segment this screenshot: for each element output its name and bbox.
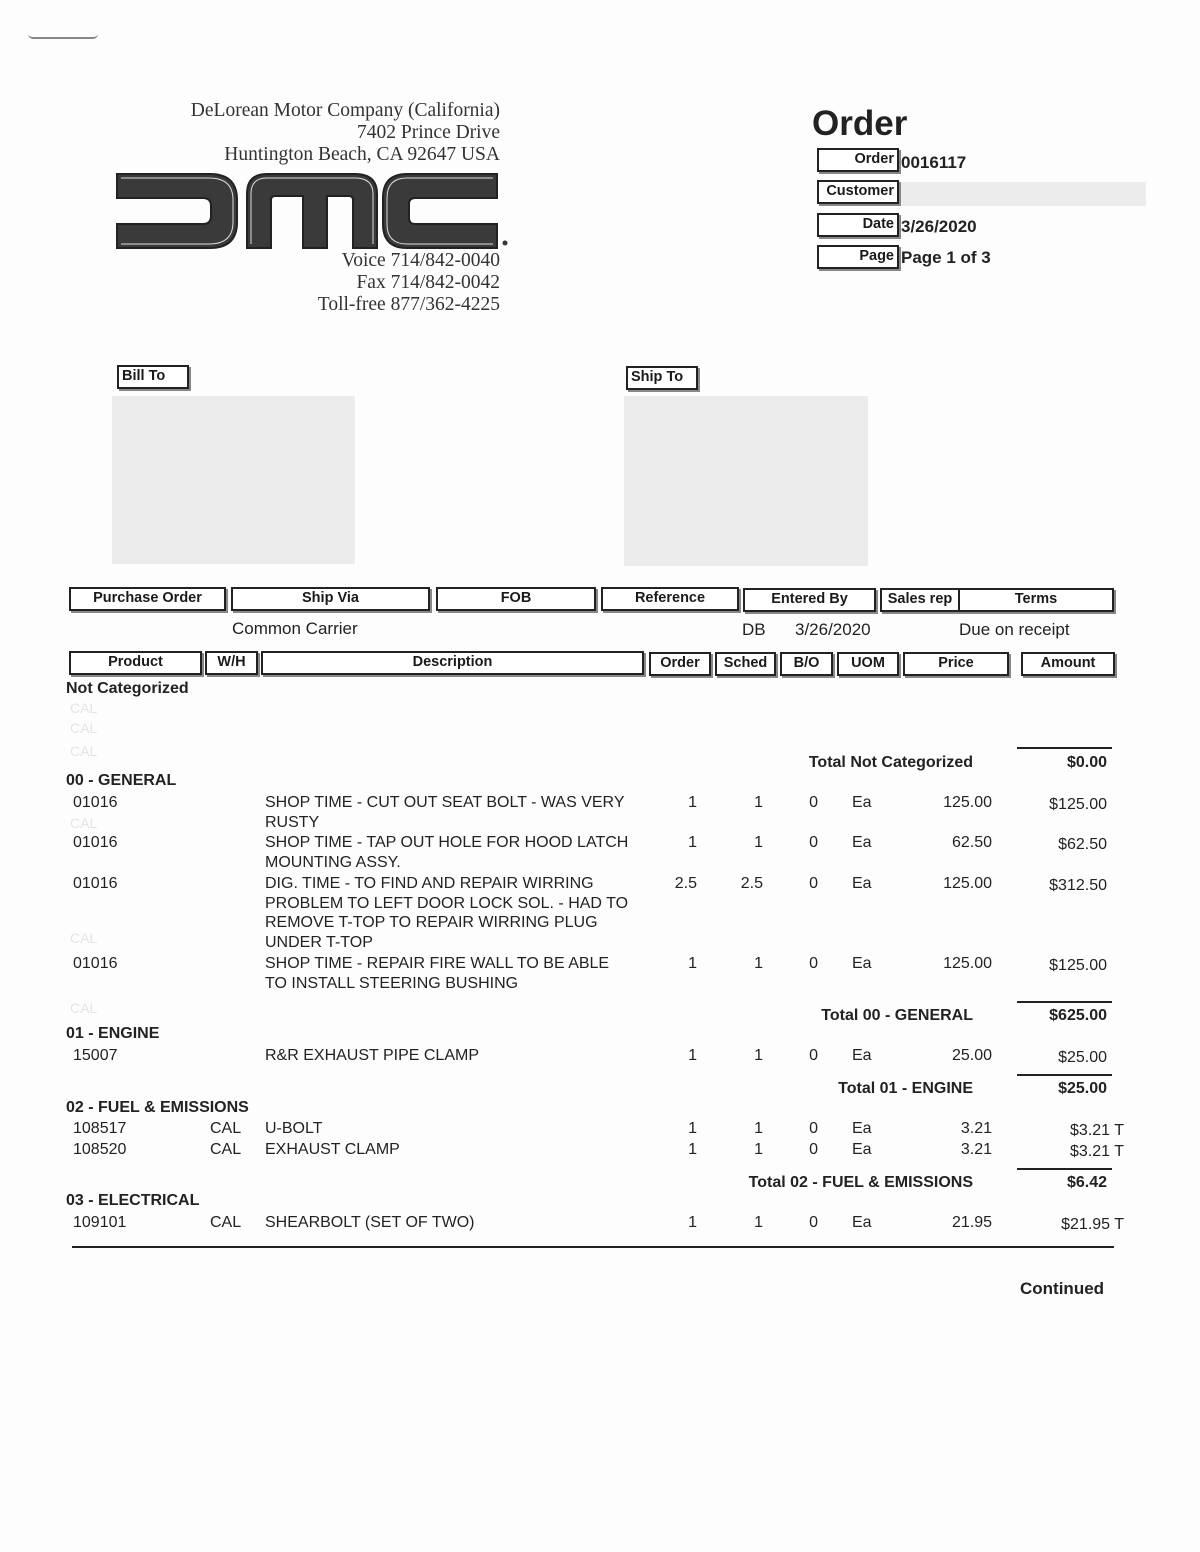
section-title: 02 - FUEL & EMISSIONS [66,1099,249,1116]
document-title: Order [812,104,908,143]
section-total-label: Total 01 - ENGINE [838,1080,973,1097]
entered-by-value: DB [742,620,766,639]
item-description: SHOP TIME - REPAIR FIRE WALL TO BE ABLE TO INSTALL STEERING BUSHING [265,955,610,992]
section-total: $625.00 [1049,1007,1107,1024]
line-amount: $125.00 [1049,957,1107,974]
tollfree-number: Toll-free 877/362-4225 [317,294,500,315]
bill-to-label: Bill To [117,365,189,389]
qty-sched: 2.5 [740,875,763,892]
qty-sched: 1 [754,955,763,972]
qty-order: 1 [688,1214,697,1231]
unit-price: 62.50 [951,834,992,851]
unit-price: 125.00 [943,794,992,811]
col-description: Description [261,651,644,675]
customer-label: Customer [817,180,899,204]
qty-sched: 1 [754,834,763,851]
qty-order: 1 [688,1120,697,1137]
qty-order: 1 [688,955,697,972]
product-code: 15007 [73,1047,118,1064]
section-total: $6.42 [1066,1174,1107,1191]
fax-number: Fax 714/842-0042 [356,272,500,293]
section-title: 00 - GENERAL [66,772,177,789]
company-street: 7402 Prince Drive [357,122,500,143]
warehouse: CAL [210,1120,242,1137]
ship-via-value: Common Carrier [232,619,358,638]
qty-sched: 1 [754,1120,763,1137]
product-code: 01016 [73,794,118,811]
uom: Ea [852,1120,872,1137]
order-date: 3/26/2020 [901,217,977,236]
page-indicator: Page 1 of 3 [901,248,991,267]
product-code: 108517 [73,1120,127,1137]
qty-sched: 1 [754,1047,763,1064]
date-label: Date [817,213,899,237]
entered-date-value: 3/26/2020 [795,620,871,639]
terms-value: Due on receipt [959,620,1070,639]
total-rule [1017,747,1112,749]
qty-backorder: 0 [809,1047,818,1064]
qty-backorder: 0 [809,834,818,851]
terms-header: Terms [958,588,1114,612]
col-price: Price [903,652,1009,676]
col-product: Product [69,651,202,675]
page-bottom-rule [72,1246,1114,1248]
bleed-through: CAL [70,700,98,716]
unit-price: 3.21 [960,1141,992,1158]
qty-order: 2.5 [674,875,697,892]
uom: Ea [852,1214,872,1231]
item-description: SHOP TIME - TAP OUT HOLE FOR HOOD LATCH MOUNTING ASSY. [265,834,629,871]
total-rule [1017,1168,1112,1170]
section-total-label: Total 02 - FUEL & EMISSIONS [748,1174,973,1191]
uom: Ea [852,875,872,892]
company-contacts [180,250,500,316]
page-label: Page [817,245,899,269]
fob-header: FOB [436,587,596,611]
total-rule [1017,1074,1112,1076]
col-sched: Sched [715,652,776,676]
company-name: DeLorean Motor Company (California) [190,100,500,121]
qty-backorder: 0 [809,1141,818,1158]
uom: Ea [852,834,872,851]
col-warehouse: W/H [205,651,258,675]
total-rule [1017,1001,1112,1003]
continued-label: Continued [1020,1279,1105,1298]
qty-backorder: 0 [809,875,818,892]
section-title: Not Categorized [66,680,189,697]
uom: Ea [852,794,872,811]
qty-sched: 1 [754,1141,763,1158]
unit-price: 21.95 [951,1214,992,1231]
bleed-through: CAL [70,815,98,831]
product-code: 01016 [73,875,118,892]
uom: Ea [852,955,872,972]
product-code: 108520 [73,1141,127,1158]
product-code: 01016 [73,955,118,972]
unit-price: 25.00 [951,1047,992,1064]
qty-order: 1 [688,794,697,811]
qty-order: 1 [688,1047,697,1064]
qty-order: 1 [688,1141,697,1158]
item-description: SHOP TIME - CUT OUT SEAT BOLT - WAS VERY RUSTY [265,794,625,831]
col-backorder: B/O [780,652,833,676]
voice-number: Voice 714/842-0040 [341,250,500,271]
section-total: $25.00 [1058,1080,1107,1097]
warehouse: CAL [210,1141,242,1158]
item-description: SHEARBOLT (SET OF TWO) [265,1214,475,1231]
section-total-label: Total 00 - GENERAL [821,1007,973,1024]
section-total: $0.00 [1066,754,1107,771]
qty-backorder: 0 [809,794,818,811]
uom: Ea [852,1047,872,1064]
ship-via-header: Ship Via [231,587,430,611]
line-amount: $62.50 [1058,836,1107,853]
bleed-through: CAL [70,720,98,736]
order-label: Order [817,148,899,172]
unit-price: 125.00 [943,875,992,892]
section-total-label: Total Not Categorized [808,754,973,771]
bleed-through: CAL [70,930,98,946]
line-amount: $125.00 [1049,796,1107,813]
line-amount: $21.95 T [1061,1216,1124,1233]
dmc-logo [115,172,510,250]
item-description: R&R EXHAUST PIPE CLAMP [265,1047,479,1064]
line-amount: $312.50 [1049,877,1107,894]
product-code: 109101 [73,1214,127,1231]
item-description: EXHAUST CLAMP [265,1141,400,1158]
sales-rep-header: Sales rep [880,588,960,612]
reference-header: Reference [601,587,739,611]
unit-price: 3.21 [960,1120,992,1137]
company-city: Huntington Beach, CA 92647 USA [224,144,500,165]
item-description: U-BOLT [265,1120,323,1137]
line-amount: $3.21 T [1070,1143,1124,1160]
qty-backorder: 0 [809,955,818,972]
uom: Ea [852,1141,872,1158]
line-amount: $3.21 T [1070,1122,1124,1139]
col-amount: Amount [1021,652,1115,676]
ship-to-label: Ship To [626,366,698,390]
qty-backorder: 0 [809,1214,818,1231]
section-title: 03 - ELECTRICAL [66,1192,200,1209]
bleed-through: CAL [70,743,98,759]
company-address [100,100,500,166]
entered-by-header: Entered By [743,588,876,612]
po-header: Purchase Order [69,587,226,611]
qty-sched: 1 [754,794,763,811]
section-title: 01 - ENGINE [66,1025,160,1042]
line-amount: $25.00 [1058,1049,1107,1066]
qty-order: 1 [688,834,697,851]
item-description: DIG. TIME - TO FIND AND REPAIR WIRRING PROBLEM TO LEFT DOOR LOCK SOL. - HAD TO REMOVE T-TOP TO REPAIR WIRRING PLUG UNDER T-TOP [265,875,629,951]
product-code: 01016 [73,834,118,851]
scan-mark [28,34,98,39]
unit-price: 125.00 [943,955,992,972]
qty-backorder: 0 [809,1120,818,1137]
order-number: 0016117 [901,153,967,172]
customer-redaction [901,182,1146,206]
qty-sched: 1 [754,1214,763,1231]
col-order: Order [649,652,711,676]
bleed-through: CAL [70,1000,98,1016]
warehouse: CAL [210,1214,242,1231]
bill-to-redaction [112,396,355,564]
col-uom: UOM [837,652,899,676]
ship-to-redaction [624,396,868,566]
